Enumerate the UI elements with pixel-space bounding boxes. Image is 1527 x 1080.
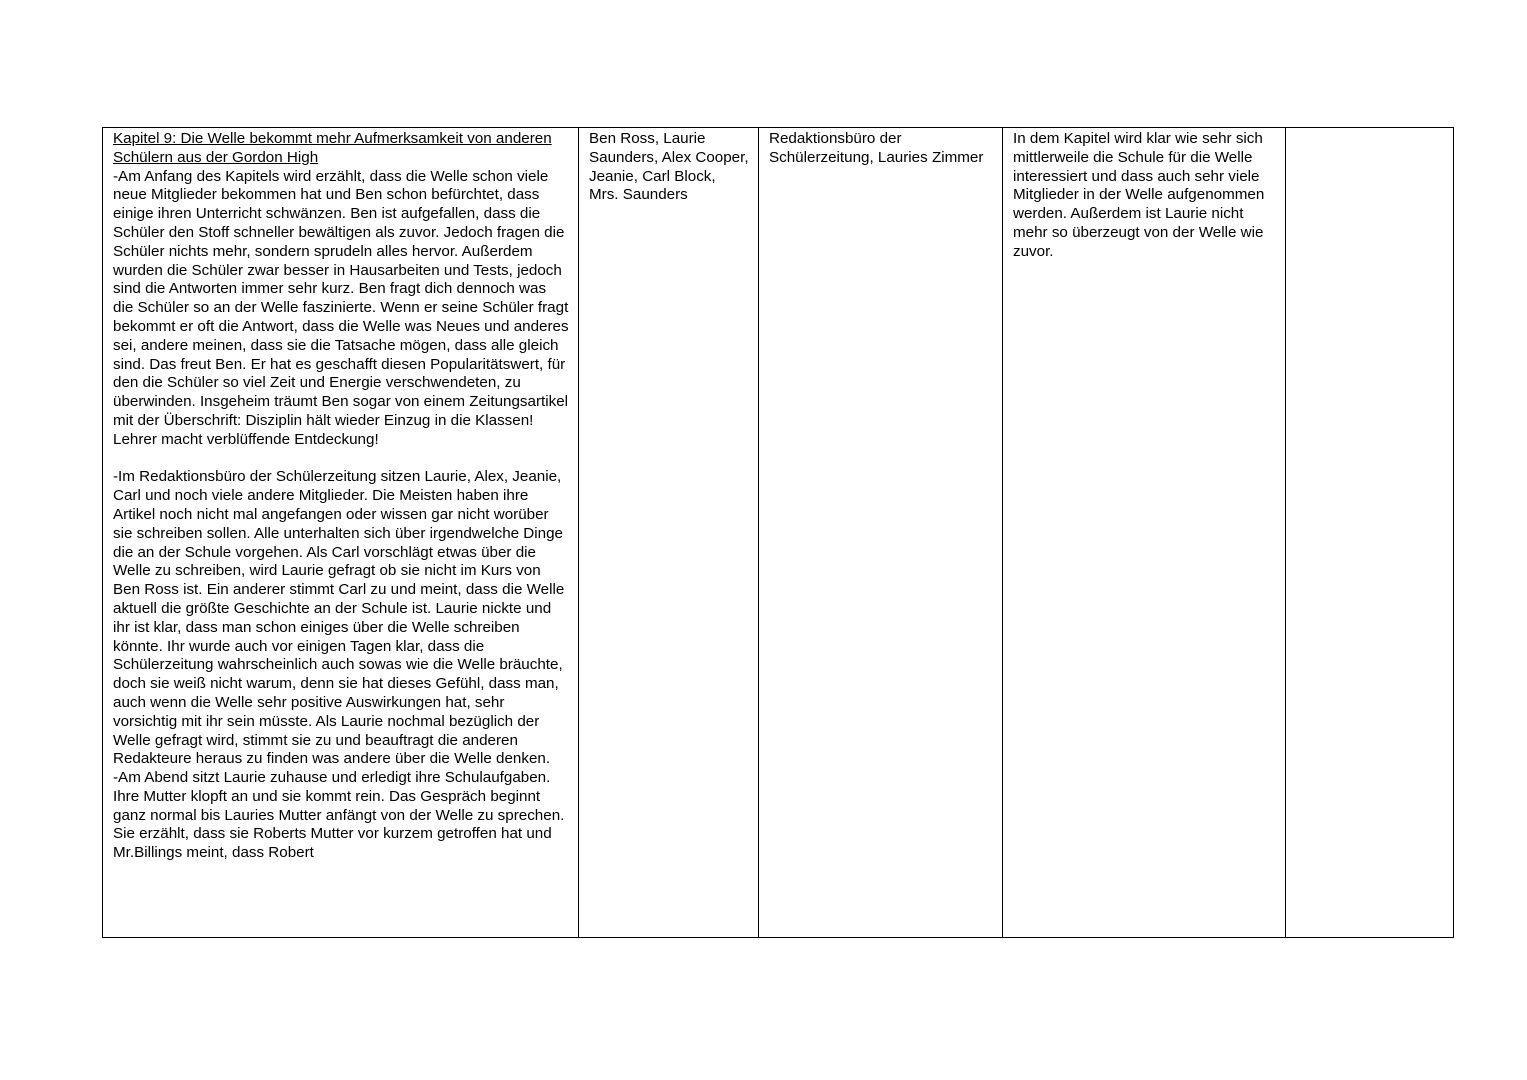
locations-cell (759, 128, 1003, 938)
interpretation-cell (1003, 128, 1286, 938)
interpretation-text: In dem Kapitel wird klar wie sehr sich mittlerweile die Schule für die Welle interessiert und dass auch sehr viele Mitglieder in der Welle aufgenommen werden. Außerdem ist Laurie nicht mehr so überzeugt von der Welle wie zuvor. (1013, 130, 1265, 260)
characters-cell (579, 128, 759, 938)
table-row (103, 128, 1454, 938)
chapter-summary-table (102, 127, 1454, 938)
summary-content (113, 130, 569, 935)
summary-paragraph-1: -Am Anfang des Kapitels wird erzählt, dass die Welle schon viele neue Mitglieder bekommen hat und Ben schon befürchtet, dass einige ihren Unterricht schwänzen. Ben ist aufgefallen, dass die Schüler den Stoff schneller bewältigen als zuvor. Jedoch fragen die Schüler nichts mehr, sondern sprudeln alles hervor. Außerdem wurden die Schüler zwar besser in Hausarbeiten und Tests, jedoch sind die Antworten immer sehr kurz. Ben fragt dich dennoch was die Schüler so an der Welle faszinierte. Wenn er seine Schüler fragt bekommt er oft die Antwort, dass die Welle was Neues und anderes sei, andere meinen, dass sie die Tatsache mögen, dass alle gleich sind. Das freut Ben. Er hat es geschafft diesen Popularitätswert, für den die Schüler so viel Zeit und Energie verschwendeten, zu überwinden. Insgeheim träumt Ben sogar von einem Zeitungsartikel mit der Überschrift: Disziplin hält wieder Einzug in die Klassen! Lehrer macht verblüffende Entdeckung! (113, 167, 569, 448)
summary-cell (103, 128, 579, 938)
summary-paragraph-3: -Am Abend sitzt Laurie zuhause und erledigt ihre Schulaufgaben. Ihre Mutter klopft an und sie kommt rein. Das Gespräch beginnt ganz normal bis Lauries Mutter anfängt von der Welle zu sprechen. Sie erzählt, dass sie Roberts Mutter vor kurzem getroffen hat und Mr.Billings meint, dass Robert (113, 769, 565, 862)
summary-paragraph-2: -Im Redaktionsbüro der Schülerzeitung sitzen Laurie, Alex, Jeanie, Carl und noch viele andere Mitglieder. Die Meisten haben ihre Artikel noch nicht mal angefangen oder wissen gar nicht worüber sie schreiben sollen. Alle unterhalten sich über irgendwelche Dinge die an der Schule vorgehen. Als Carl vorschlägt etwas über die Welle zu schreiben, wird Laurie gefragt ob sie nicht im Kurs von Ben Ross ist. Ein anderer stimmt Carl zu und meint, dass die Welle aktuell die größte Geschichte an der Schule ist. Laurie nickte und ihr ist klar, dass man schon einiges über die Welle schreiben könnte. Ihr wurde auch vor einigen Tagen klar, dass die Schülerzeitung wahrscheinlich auch sowas wie die Welle bräuchte, doch sie weiß nicht warum, denn sie hat dieses Gefühl, dass man, auch wenn die Welle sehr positive Auswirkungen hat, sehr vorsichtig mit ihr sein müsste. Als Laurie nochmal bezüglich der Welle gefragt wird, stimmt sie zu und beauftragt die anderen Redakteure heraus zu finden was andere über die Welle denken. (113, 468, 565, 768)
characters-text: Ben Ross, Laurie Saunders, Alex Cooper, Jeanie, Carl Block, Mrs. Saunders (589, 130, 749, 204)
chapter-heading: Kapitel 9: Die Welle bekommt mehr Aufmerksamkeit von anderen Schülern aus der Gordon High (113, 130, 552, 166)
locations-text: Redaktionsbüro der Schülerzeitung, Lauries Zimmer (769, 130, 984, 166)
notes-cell (1286, 128, 1454, 938)
paragraph-gap (113, 450, 569, 469)
